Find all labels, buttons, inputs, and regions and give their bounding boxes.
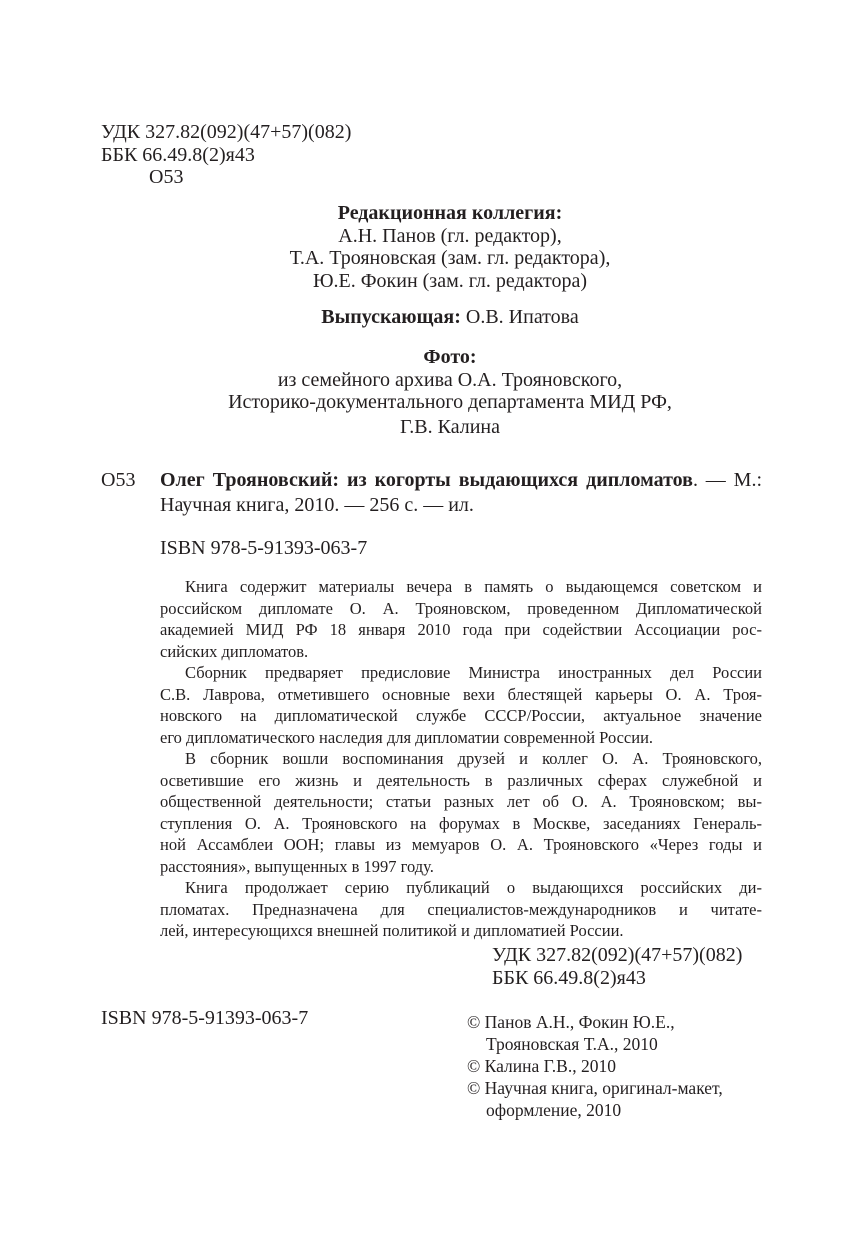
editorial-heading: Редакционная коллегия: [337,202,563,224]
bib-mark: О53 [101,469,136,491]
bib-line-1 [160,469,762,492]
footer-bbk: ББК 66.49.8(2)я43 [492,966,646,989]
editorial-board [200,202,700,329]
photo-line: Историко-документального департамента МИД РФ, [228,391,672,413]
editor-line: А.Н. Панов (гл. редактор), [338,224,562,247]
abstract-line: В сборник вошли воспоминания друзей и коллег О. А. Трояновского, [185,749,762,768]
abstract-line: российском дипломате О. А. Трояновском, проведенном Дипломатической [160,598,762,618]
abstract-line: общественной деятельности; статьи разных лет об О. А. Трояновском; вы- [160,792,762,811]
copyright-line: © Научная книга, оригинал-макет, [467,1078,723,1098]
book-title: Олег Трояновский: из когорты выдающихся дипломатов [160,469,693,491]
bib-line-2: Научная книга, 2010. — 256 с. — ил. [160,494,474,516]
abstract-line: Книга продолжает серию публикаций о выдающихся российских ди- [185,878,762,897]
abstract-line: пломатах. Предназначена для специалистов-международников и читате- [160,899,762,919]
bbk-code: ББК 66.49.8(2)я43 [101,143,255,166]
abstract-line: новского на дипломатической службе СССР/России, актуальное значение [160,706,762,725]
abstract-line: академией МИД РФ 18 января 2010 года при содействии Ассоциации рос- [160,620,762,639]
photo-credits [160,346,740,438]
classification-block [101,121,351,189]
release-label: Выпускающая: [321,306,461,328]
isbn-top: ISBN 978-5-91393-063-7 [160,537,368,559]
photo-line: Г.В. Калина [399,415,501,438]
abstract-line: Книга содержит материалы вечера в память о выдающемся советском и [185,577,762,596]
copyright-line: Трояновская Т.А., 2010 [486,1034,658,1054]
abstract-line: Сборник предваряет предисловие Министра иностранных дел России [185,663,762,682]
photo-heading: Фото: [423,346,477,368]
copyright-line: оформление, 2010 [486,1100,622,1120]
photo-line: из семейного архива О.А. Трояновского, [277,368,623,391]
abstract [160,576,762,942]
abstract-line: лей, интересующихся внешней политикой и дипломатией России. [160,921,624,940]
abstract-line: сийских дипломатов. [160,641,309,661]
abstract-line: С.В. Лаврова, отметившего основные вехи блестящей карьеры О. А. Троя- [160,684,762,704]
udk-code: УДК 327.82(092)(47+57)(082) [101,121,352,143]
copyright-block [467,1011,723,1121]
abstract-line: ной Ассамблеи ООН; главы из мемуаров О. А. Трояновского «Через годы и [160,835,762,854]
footer-isbn: ISBN 978-5-91393-063-7 [101,1007,309,1029]
copyright-line: © Калина Г.В., 2010 [467,1056,616,1076]
editor-line: Т.А. Трояновская (зам. гл. редактора), [289,247,611,269]
abstract-line: ступления О. А. Трояновского на форумах в Москве, заседаниях Генераль- [160,813,762,833]
footer-classification [492,944,742,989]
footer-udk: УДК 327.82(092)(47+57)(082) [492,944,743,966]
abstract-line: осветившие его жизнь и деятельность в различных сферах служебной и [160,770,762,790]
abstract-line: расстояния», выпущенных в 1997 году. [160,856,434,876]
editor-line: Ю.Е. Фокин (зам. гл. редактора) [312,269,588,292]
author-mark: О53 [149,166,184,188]
copyright-line: © Панов А.Н., Фокин Ю.Е., [467,1012,675,1032]
bib-publisher-place: . — М.: [692,469,762,491]
abstract-line: его дипломатического наследия для дипломатии современной России. [160,727,654,747]
release-name: О.В. Ипатова [465,306,579,328]
